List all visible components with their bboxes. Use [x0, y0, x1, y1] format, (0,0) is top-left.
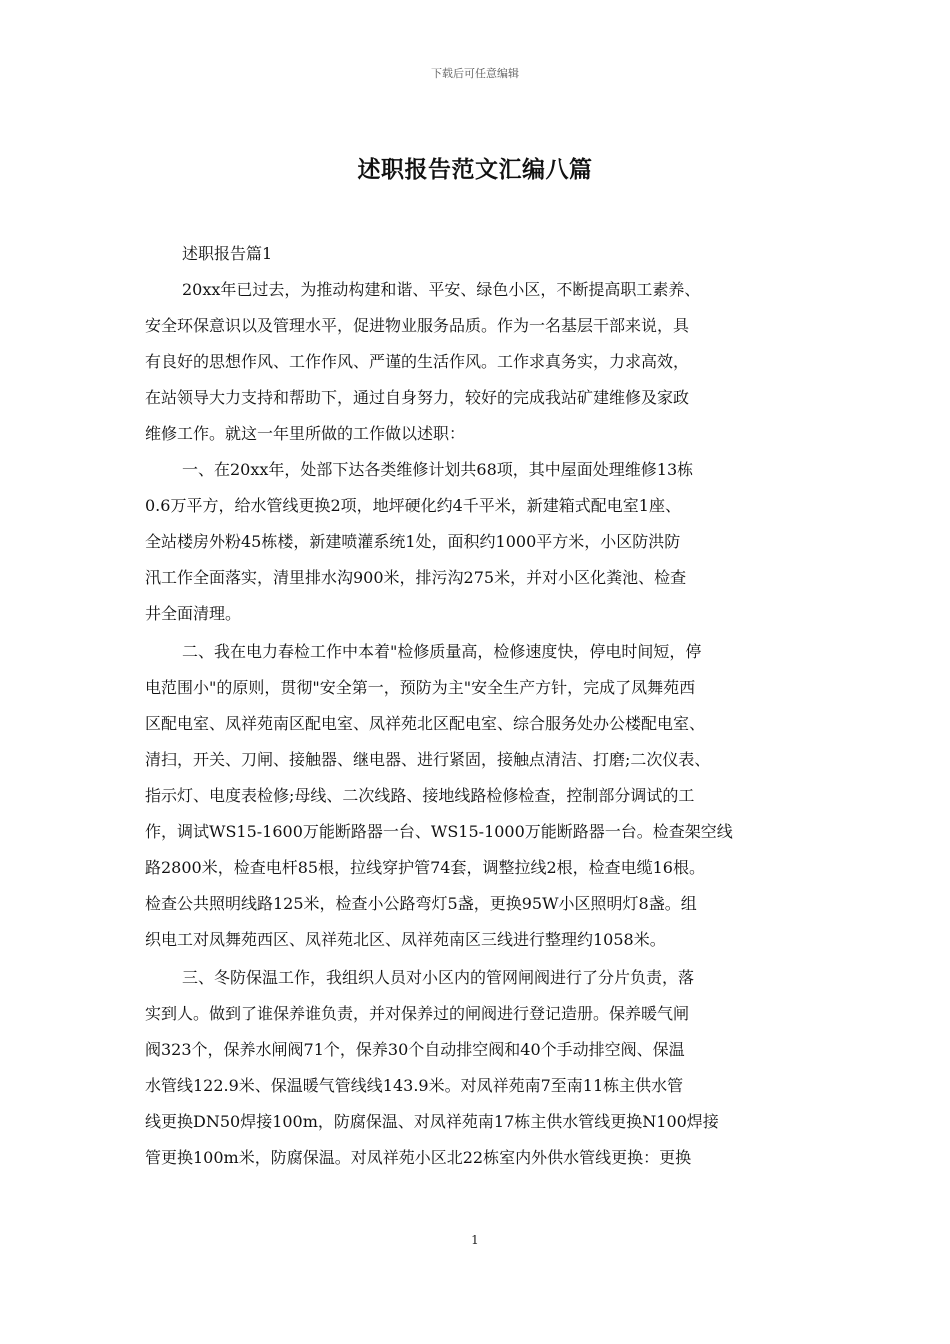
paragraph-line: 检查公共照明线路125米，检查小公路弯灯5盏，更换95W小区照明灯8盏。组 [145, 894, 697, 913]
document-title: 述职报告范文汇编八篇 [357, 156, 593, 183]
section-heading: 述职报告篇1 [182, 244, 273, 263]
paragraph-2 [145, 452, 805, 632]
paragraph-line: 区配电室、凤祥苑南区配电室、凤祥苑北区配电室、综合服务处办公楼配电室、 [145, 714, 706, 733]
paragraph-line: 管更换100m米，防腐保温。对凤祥苑小区北22栋室内外供水管线更换：更换 [145, 1148, 692, 1167]
paragraph-line: 全站楼房外粉45栋楼，新建喷灌系统1处，面积约1000平方米，小区防洪防 [145, 532, 681, 551]
paragraph-line: 阀323个，保养水闸阀71个，保养30个自动排空阀和40个手动排空阀、保温 [145, 1040, 685, 1059]
paragraph-line: 作，调试WS15-1600万能断路器一台、WS15-1000万能断路器一台。检查架空线 [145, 822, 733, 841]
paragraph-line: 水管线122.9米、保温暖气管线线143.9米。对凤祥苑南7至南11栋主供水管 [145, 1076, 684, 1095]
paragraph-line: 20xx年已过去，为推动构建和谐、平安、绿色小区，不断提高职工素养、 [182, 280, 701, 299]
paragraph-line: 二、我在电力春检工作中本着"检修质量高，检修速度快，停电时间短，停 [182, 642, 702, 661]
paragraph-line: 在站领导大力支持和帮助下，通过自身努力，较好的完成我站矿建维修及家政 [145, 388, 690, 407]
page-number: 1 [471, 1233, 479, 1247]
paragraph-line: 线更换DN50焊接100m，防腐保温、对凤祥苑南17栋主供水管线更换N100焊接 [145, 1112, 719, 1131]
paragraph-line: 维修工作。就这一年里所做的工作做以述职： [145, 424, 466, 443]
paragraph-line: 电范围小"的原则，贯彻"安全第一，预防为主"安全生产方针，完成了凤舞苑西 [145, 678, 696, 697]
paragraph-line: 三、冬防保温工作，我组织人员对小区内的管网闸阀进行了分片负责，落 [182, 968, 695, 987]
paragraph-line: 汛工作全面落实，清里排水沟900米，排污沟275米，并对小区化粪池、检查 [145, 568, 687, 587]
paragraph-line: 0.6万平方，给水管线更换2项，地坪硬化约4千平米，新建箱式配电室1座、 [145, 496, 681, 515]
paragraph-3 [145, 634, 805, 958]
paragraph-line: 织电工对凤舞苑西区、凤祥苑北区、凤祥苑南区三线进行整理约1058米。 [145, 930, 666, 949]
paragraph-line: 有良好的思想作风、工作作风、严谨的生活作风。工作求真务实，力求高效， [145, 352, 690, 371]
paragraph-line: 路2800米，检查电杆85根，拉线穿护管74套，调整拉线2根，检查电缆16根。 [145, 858, 705, 877]
paragraph-line: 实到人。做到了谁保养谁负责，并对保养过的闸阀进行登记造册。保养暖气闸 [145, 1004, 690, 1023]
page-header-note: 下载后可任意编辑 [431, 67, 519, 80]
document-body [145, 236, 805, 1176]
paragraph-4 [145, 960, 805, 1176]
paragraph-1 [145, 272, 805, 452]
paragraph-line: 指示灯、电度表检修;母线、二次线路、接地线路检修检查，控制部分调试的工 [145, 786, 695, 805]
paragraph-line: 井全面清理。 [145, 604, 242, 623]
paragraph-line: 安全环保意识以及管理水平，促进物业服务品质。作为一名基层干部来说，具 [145, 316, 690, 335]
paragraph-line: 清扫，开关、刀闸、接触器、继电器、进行紧固，接触点清洁、打磨;二次仪表、 [145, 750, 711, 769]
paragraph-line: 一、在20xx年，处部下达各类维修计划共68项，其中屋面处理维修13栋 [182, 460, 694, 479]
